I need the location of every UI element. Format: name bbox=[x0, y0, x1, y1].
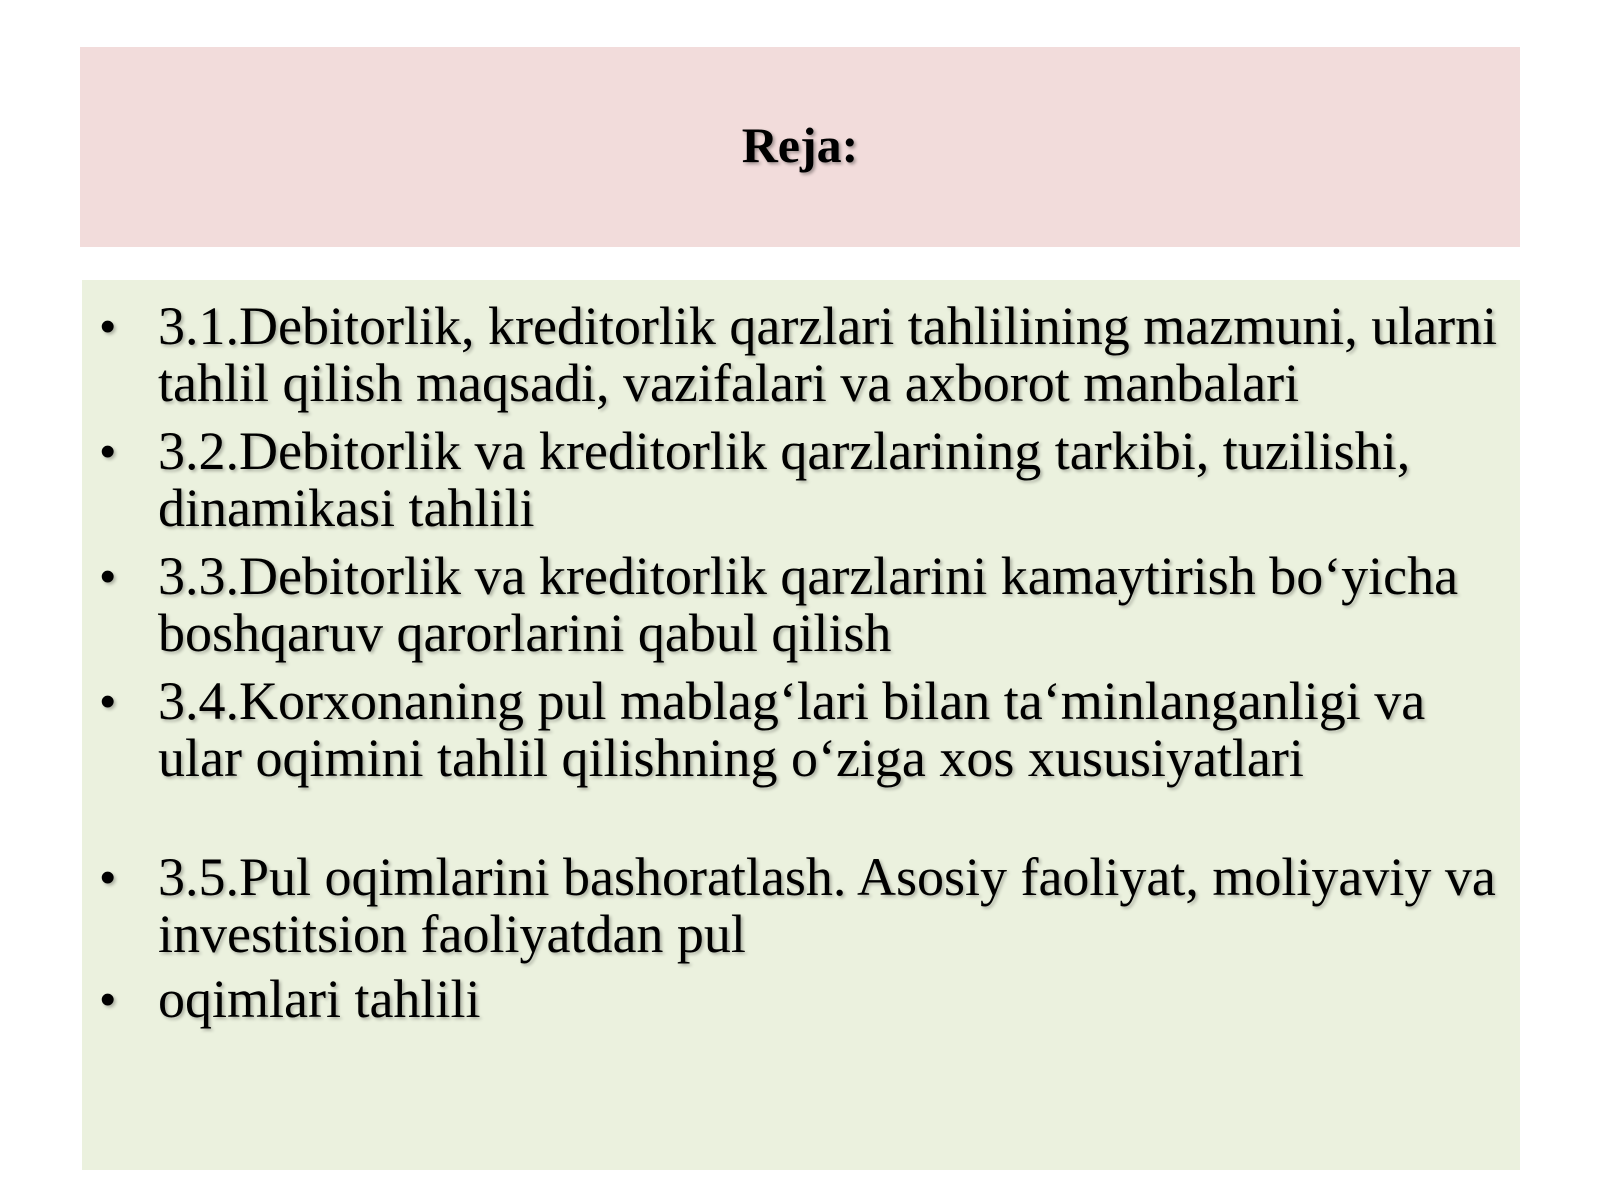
bullet-icon: • bbox=[100, 677, 116, 726]
bullet-icon: • bbox=[100, 302, 116, 351]
bullet-icon: • bbox=[100, 552, 116, 601]
bullet-icon: • bbox=[100, 975, 116, 1024]
list-item bbox=[82, 298, 1520, 412]
content-box bbox=[82, 280, 1520, 1170]
list-item bbox=[82, 673, 1520, 787]
list-item-text: 3.4.Korxonaning pul mablag‘lari bilan ta‘minlanganligi va ular oqimini tahlil qilishning o‘ziga xos xususiyatlari bbox=[158, 671, 1426, 788]
list-item bbox=[82, 849, 1520, 963]
list-item bbox=[82, 548, 1520, 662]
list-item-text: oqimlari tahlili bbox=[158, 969, 481, 1029]
bullet-list bbox=[82, 298, 1520, 1039]
list-item-text: 3.1.Debitorlik, kreditorlik qarzlari tahlilining mazmuni, ularni tahlil qilish maqsadi, vazifalari va axborot manbalari bbox=[158, 296, 1498, 413]
title-box bbox=[80, 47, 1520, 247]
slide-title: Reja: bbox=[741, 117, 859, 173]
list-item-text: 3.5.Pul oqimlarini bashoratlash. Asosiy faoliyat, moliyaviy va investitsion faoliyatdan pul bbox=[158, 847, 1496, 964]
bullet-icon: • bbox=[100, 427, 116, 476]
list-item-text: 3.3.Debitorlik va kreditorlik qarzlarini kamaytirish bo‘yicha boshqaruv qarorlarini qabul qilish bbox=[158, 546, 1459, 663]
list-item-text: 3.2.Debitorlik va kreditorlik qarzlarining tarkibi, tuzilishi, dinamikasi tahlili bbox=[158, 421, 1411, 538]
bullet-icon: • bbox=[100, 853, 116, 902]
list-item bbox=[82, 423, 1520, 537]
list-item bbox=[82, 971, 1520, 1028]
